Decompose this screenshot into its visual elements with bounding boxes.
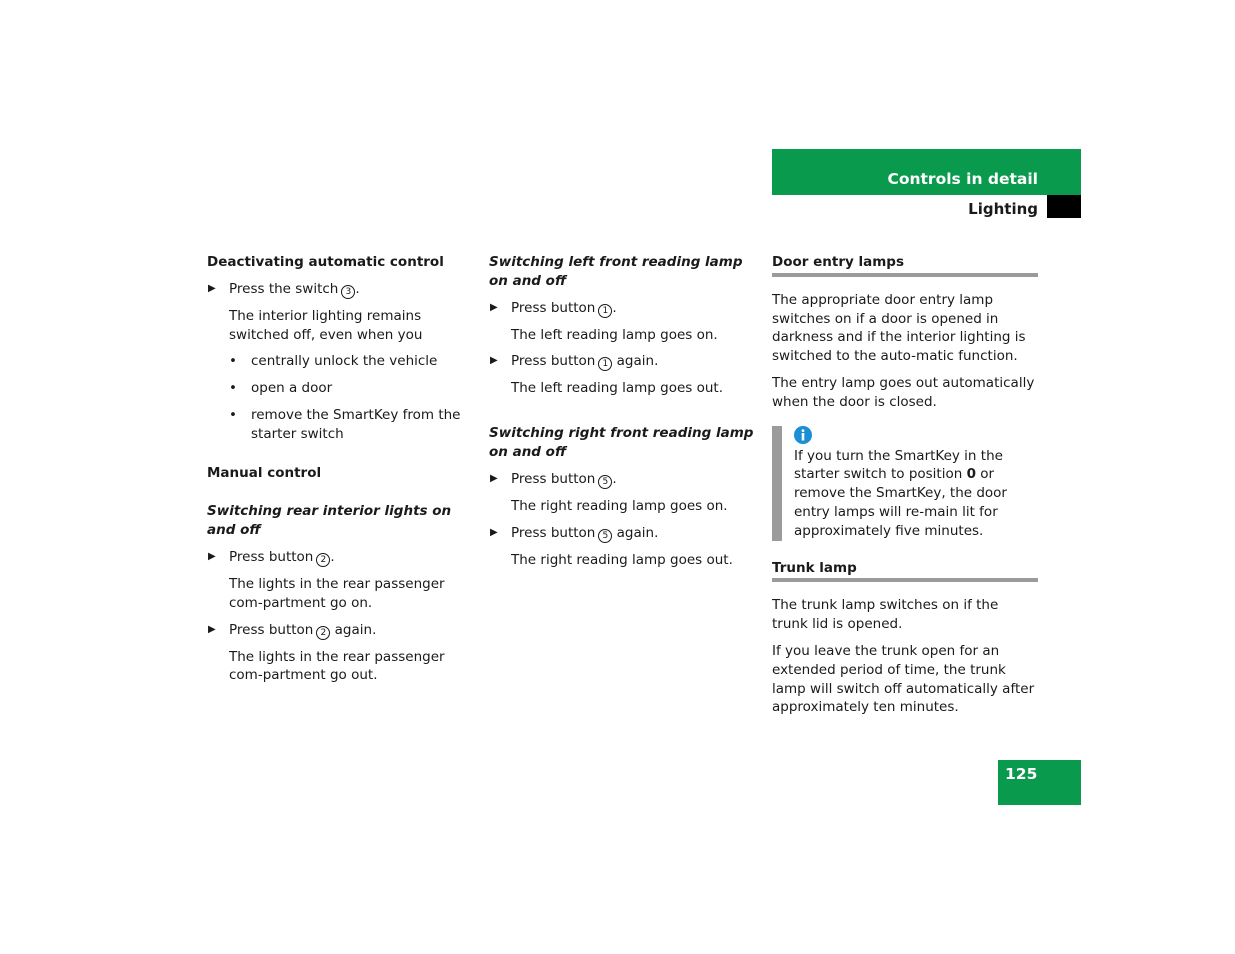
list-item [207, 352, 472, 371]
heading-deactivating-automatic-control: Deactivating automatic control [207, 254, 444, 270]
bullet-icon: • [229, 406, 237, 423]
bullet-icon: • [229, 380, 237, 397]
column-left [207, 253, 472, 693]
circled-number: 2 [316, 626, 330, 640]
subheading-right-reading-lamp: Switching right front reading lamp on and off [489, 425, 754, 460]
step-text: Press button [511, 353, 596, 370]
bullet-icon: • [229, 353, 237, 370]
subheading-rear-interior-lights: Switching rear interior lights on and off [207, 503, 452, 539]
subsection-marker-block [1047, 195, 1081, 218]
circled-number: 5 [598, 529, 612, 543]
column-middle [489, 253, 757, 577]
instruction-step [207, 621, 472, 640]
step-text: Press button [229, 548, 314, 565]
instruction-step: ▶ Press button 2 . [208, 548, 335, 565]
position-value: 0 [966, 466, 976, 483]
step-suffix: again. [616, 353, 659, 370]
circled-number: 2 [316, 553, 330, 567]
subsection-title: Lighting [968, 200, 1038, 218]
instruction-step: ▶ Press button 5 . [490, 470, 617, 487]
instruction-step: ▶ Press the switch 3 . [208, 280, 360, 297]
paragraph: The entry lamp goes out automatically when the door is closed. [772, 374, 1035, 410]
info-note [772, 426, 1038, 541]
subheading-left-reading-lamp: Switching left front reading lamp on and off [489, 254, 743, 289]
section-header-bar [772, 149, 1081, 195]
note-sidebar [772, 426, 782, 541]
instruction-step: ▶ Press button 1 . [490, 299, 617, 316]
step-result: The right reading lamp goes on. [511, 497, 728, 514]
step-suffix: again. [334, 621, 377, 638]
paragraph: The trunk lamp switches on if the trunk lid is opened. [772, 597, 999, 633]
step-result: The left reading lamp goes on. [511, 326, 718, 343]
list-item-text: open a door [251, 380, 333, 397]
page-number: 125 [1005, 765, 1038, 783]
triangle-right-icon: ▶ [490, 526, 498, 538]
triangle-right-icon: ▶ [208, 623, 216, 635]
list-item-text: centrally unlock the vehicle [251, 353, 438, 370]
column-right [772, 253, 1038, 725]
step-result: The right reading lamp goes out. [511, 551, 733, 568]
heading-trunk-lamp: Trunk lamp [772, 559, 1038, 583]
circled-number: 1 [598, 357, 612, 371]
section-title: Controls in detail [887, 170, 1038, 189]
step-suffix: again. [616, 524, 659, 541]
circled-number: 1 [598, 304, 612, 318]
heading-manual-control: Manual control [207, 464, 322, 481]
step-text: Press button [511, 299, 596, 316]
instruction-step [489, 524, 757, 543]
step-text: Press button [511, 470, 596, 487]
list-item-text: remove the SmartKey from the starter switch [251, 406, 461, 442]
step-text: Press the switch [229, 280, 339, 297]
step-result: The lights in the rear passenger com-partment go out. [229, 648, 445, 684]
circled-number: 3 [341, 285, 355, 299]
paragraph: If you leave the trunk open for an extended period of time, the trunk lamp will switch off automatically after approximately ten minutes. [772, 642, 1035, 716]
heading-door-entry-lamps: Door entry lamps [772, 253, 1038, 277]
paragraph: The appropriate door entry lamp switches on if a door is opened in darkness and if the interior lighting is switched to the auto-matic function. [772, 291, 1026, 365]
triangle-right-icon: ▶ [490, 355, 498, 367]
page-number-box [998, 760, 1081, 805]
list-item [207, 379, 472, 398]
note-text: If you turn the SmartKey in the starter switch to position 0 or remove the SmartKey, the door entry lamps will re-main lit for approximately five minutes. [794, 447, 1007, 539]
step-result: The interior lighting remains switched off, even when you [229, 307, 423, 343]
list-item [207, 406, 472, 444]
step-text: Press button [511, 524, 596, 541]
circled-number: 5 [598, 475, 612, 489]
triangle-right-icon: ▶ [490, 472, 498, 484]
triangle-right-icon: ▶ [490, 301, 498, 313]
triangle-right-icon: ▶ [208, 550, 216, 562]
triangle-right-icon: ▶ [208, 282, 216, 294]
step-text: Press button [229, 621, 314, 638]
instruction-step [489, 352, 757, 371]
step-result: The left reading lamp goes out. [511, 380, 724, 397]
step-result: The lights in the rear passenger com-partment go on. [229, 575, 445, 611]
info-icon [794, 426, 812, 444]
